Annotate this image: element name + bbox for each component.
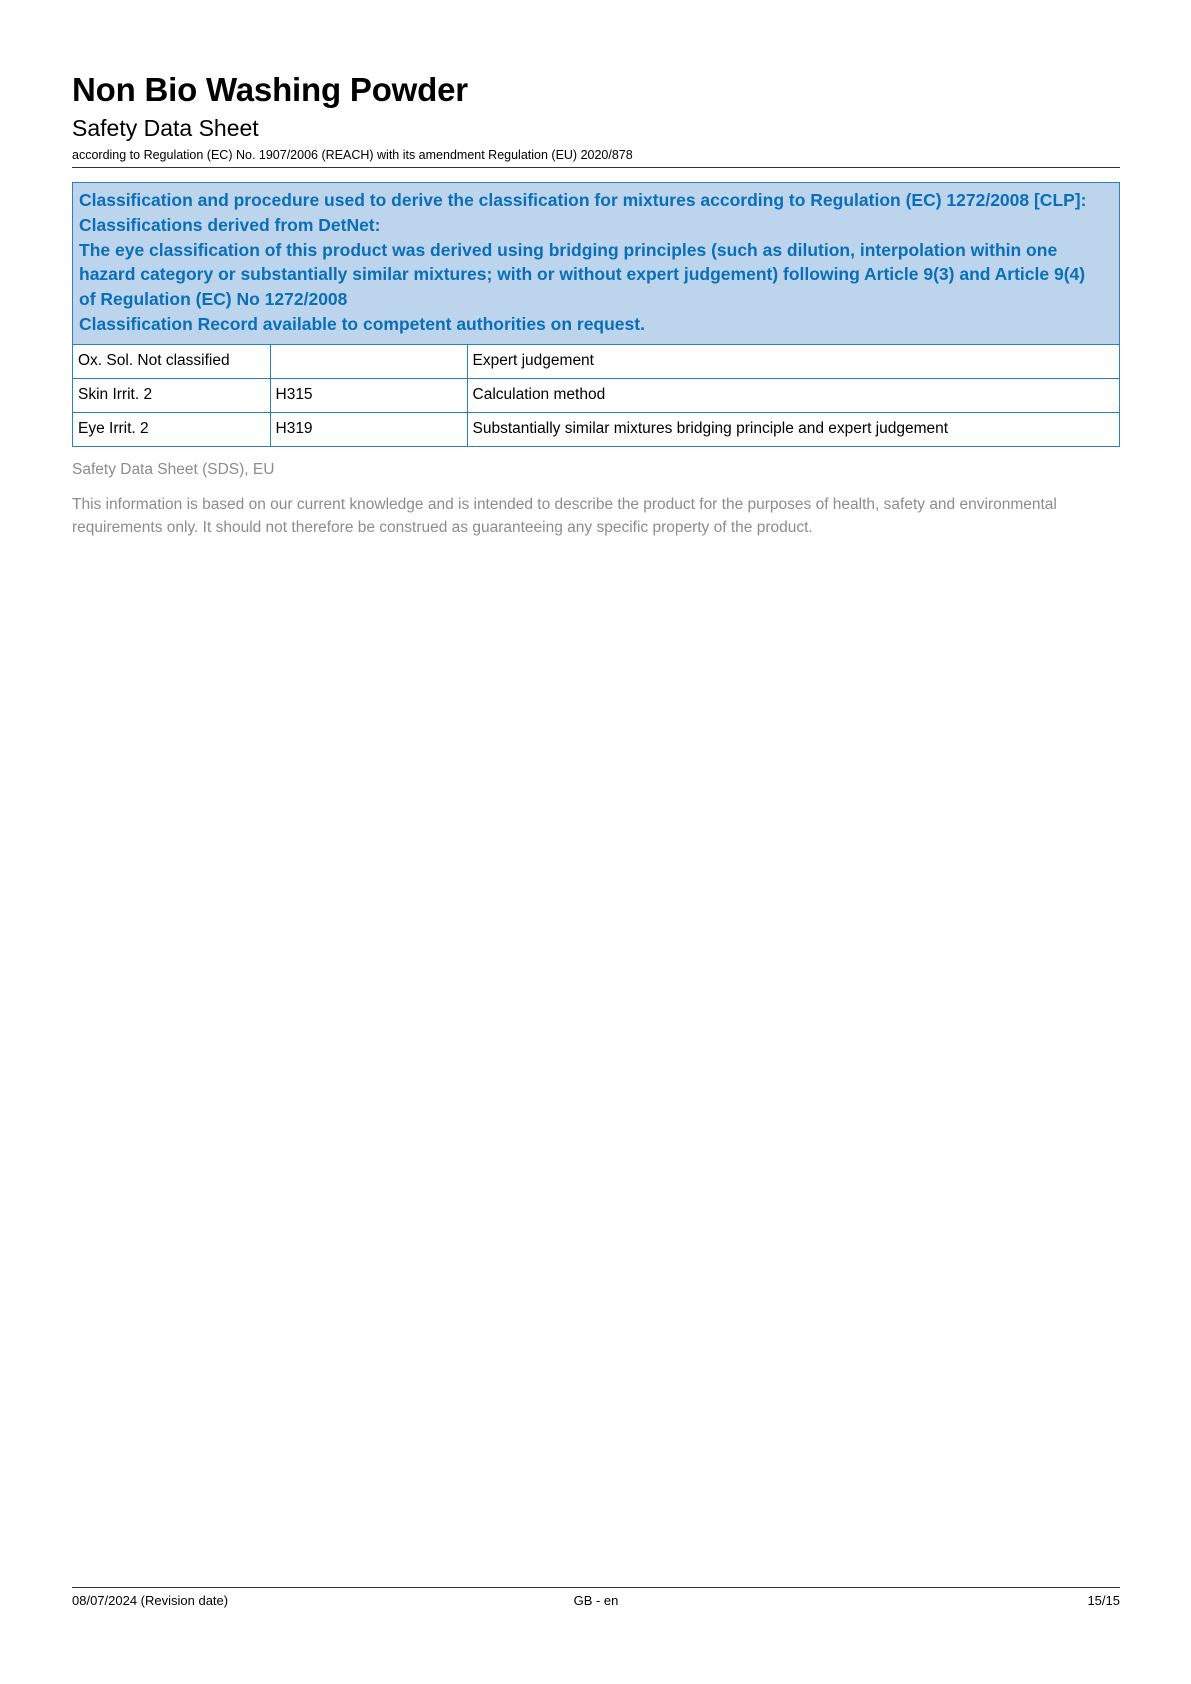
hazard-statement-cell: H315 [270, 378, 467, 412]
footer-divider [72, 1587, 1120, 1588]
page-number: 15/15 [1087, 1593, 1120, 1608]
table-row [73, 378, 1119, 412]
classification-cell: Skin Irrit. 2 [73, 378, 270, 412]
classification-cell: Eye Irrit. 2 [73, 412, 270, 446]
classification-header-line: Classification Record available to competent authorities on request. [79, 313, 645, 334]
hazard-statement-cell [270, 345, 467, 379]
classification-cell: Ox. Sol. Not classified [73, 345, 270, 379]
document-subtitle: Safety Data Sheet [72, 115, 259, 141]
sds-label: Safety Data Sheet (SDS), EU [72, 461, 275, 478]
classification-header-line: Classification and procedure used to derive the classification for mixtures according to Regulation (EC) 1272/2008 [CLP]: [79, 190, 1087, 210]
procedure-cell: Substantially similar mixtures bridging principle and expert judgement [467, 412, 1119, 446]
classification-header-line: of Regulation (EC) No 1272/2008 [79, 289, 348, 310]
table-row [73, 412, 1119, 446]
classification-header [73, 183, 1119, 345]
classification-header-line: Classifications derived from DetNet: [79, 214, 381, 235]
classification-table [73, 345, 1119, 446]
disclaimer-text: This information is based on our current knowledge and is intended to describe the product for the purposes of health, safety and environmental requirements only. It should not therefore be construed as guaranteeing any specific property of the product. [72, 496, 1057, 536]
regulation-reference: according to Regulation (EC) No. 1907/2006 (REACH) with its amendment Regulation (EU) 2020/878 [72, 148, 633, 162]
document-page [72, 0, 1120, 1684]
revision-date: 08/07/2024 (Revision date) [72, 1593, 229, 1608]
language-code: GB - en [573, 1593, 619, 1608]
procedure-cell: Calculation method [467, 378, 1119, 412]
procedure-cell: Expert judgement [472, 352, 594, 370]
table-row [73, 345, 1119, 379]
document-title: Non Bio Washing Powder [72, 71, 468, 108]
hazard-statement-cell: H319 [270, 412, 467, 446]
classification-header-line: The eye classification of this product was derived using bridging principles (such as dilution, interpolation within one [79, 239, 1058, 260]
classification-section [72, 182, 1120, 447]
header-divider [72, 167, 1120, 168]
classification-header-line: hazard category or substantially similar mixtures; with or without expert judgement) following Article 9(3) and Article 9(4) [79, 264, 1086, 285]
